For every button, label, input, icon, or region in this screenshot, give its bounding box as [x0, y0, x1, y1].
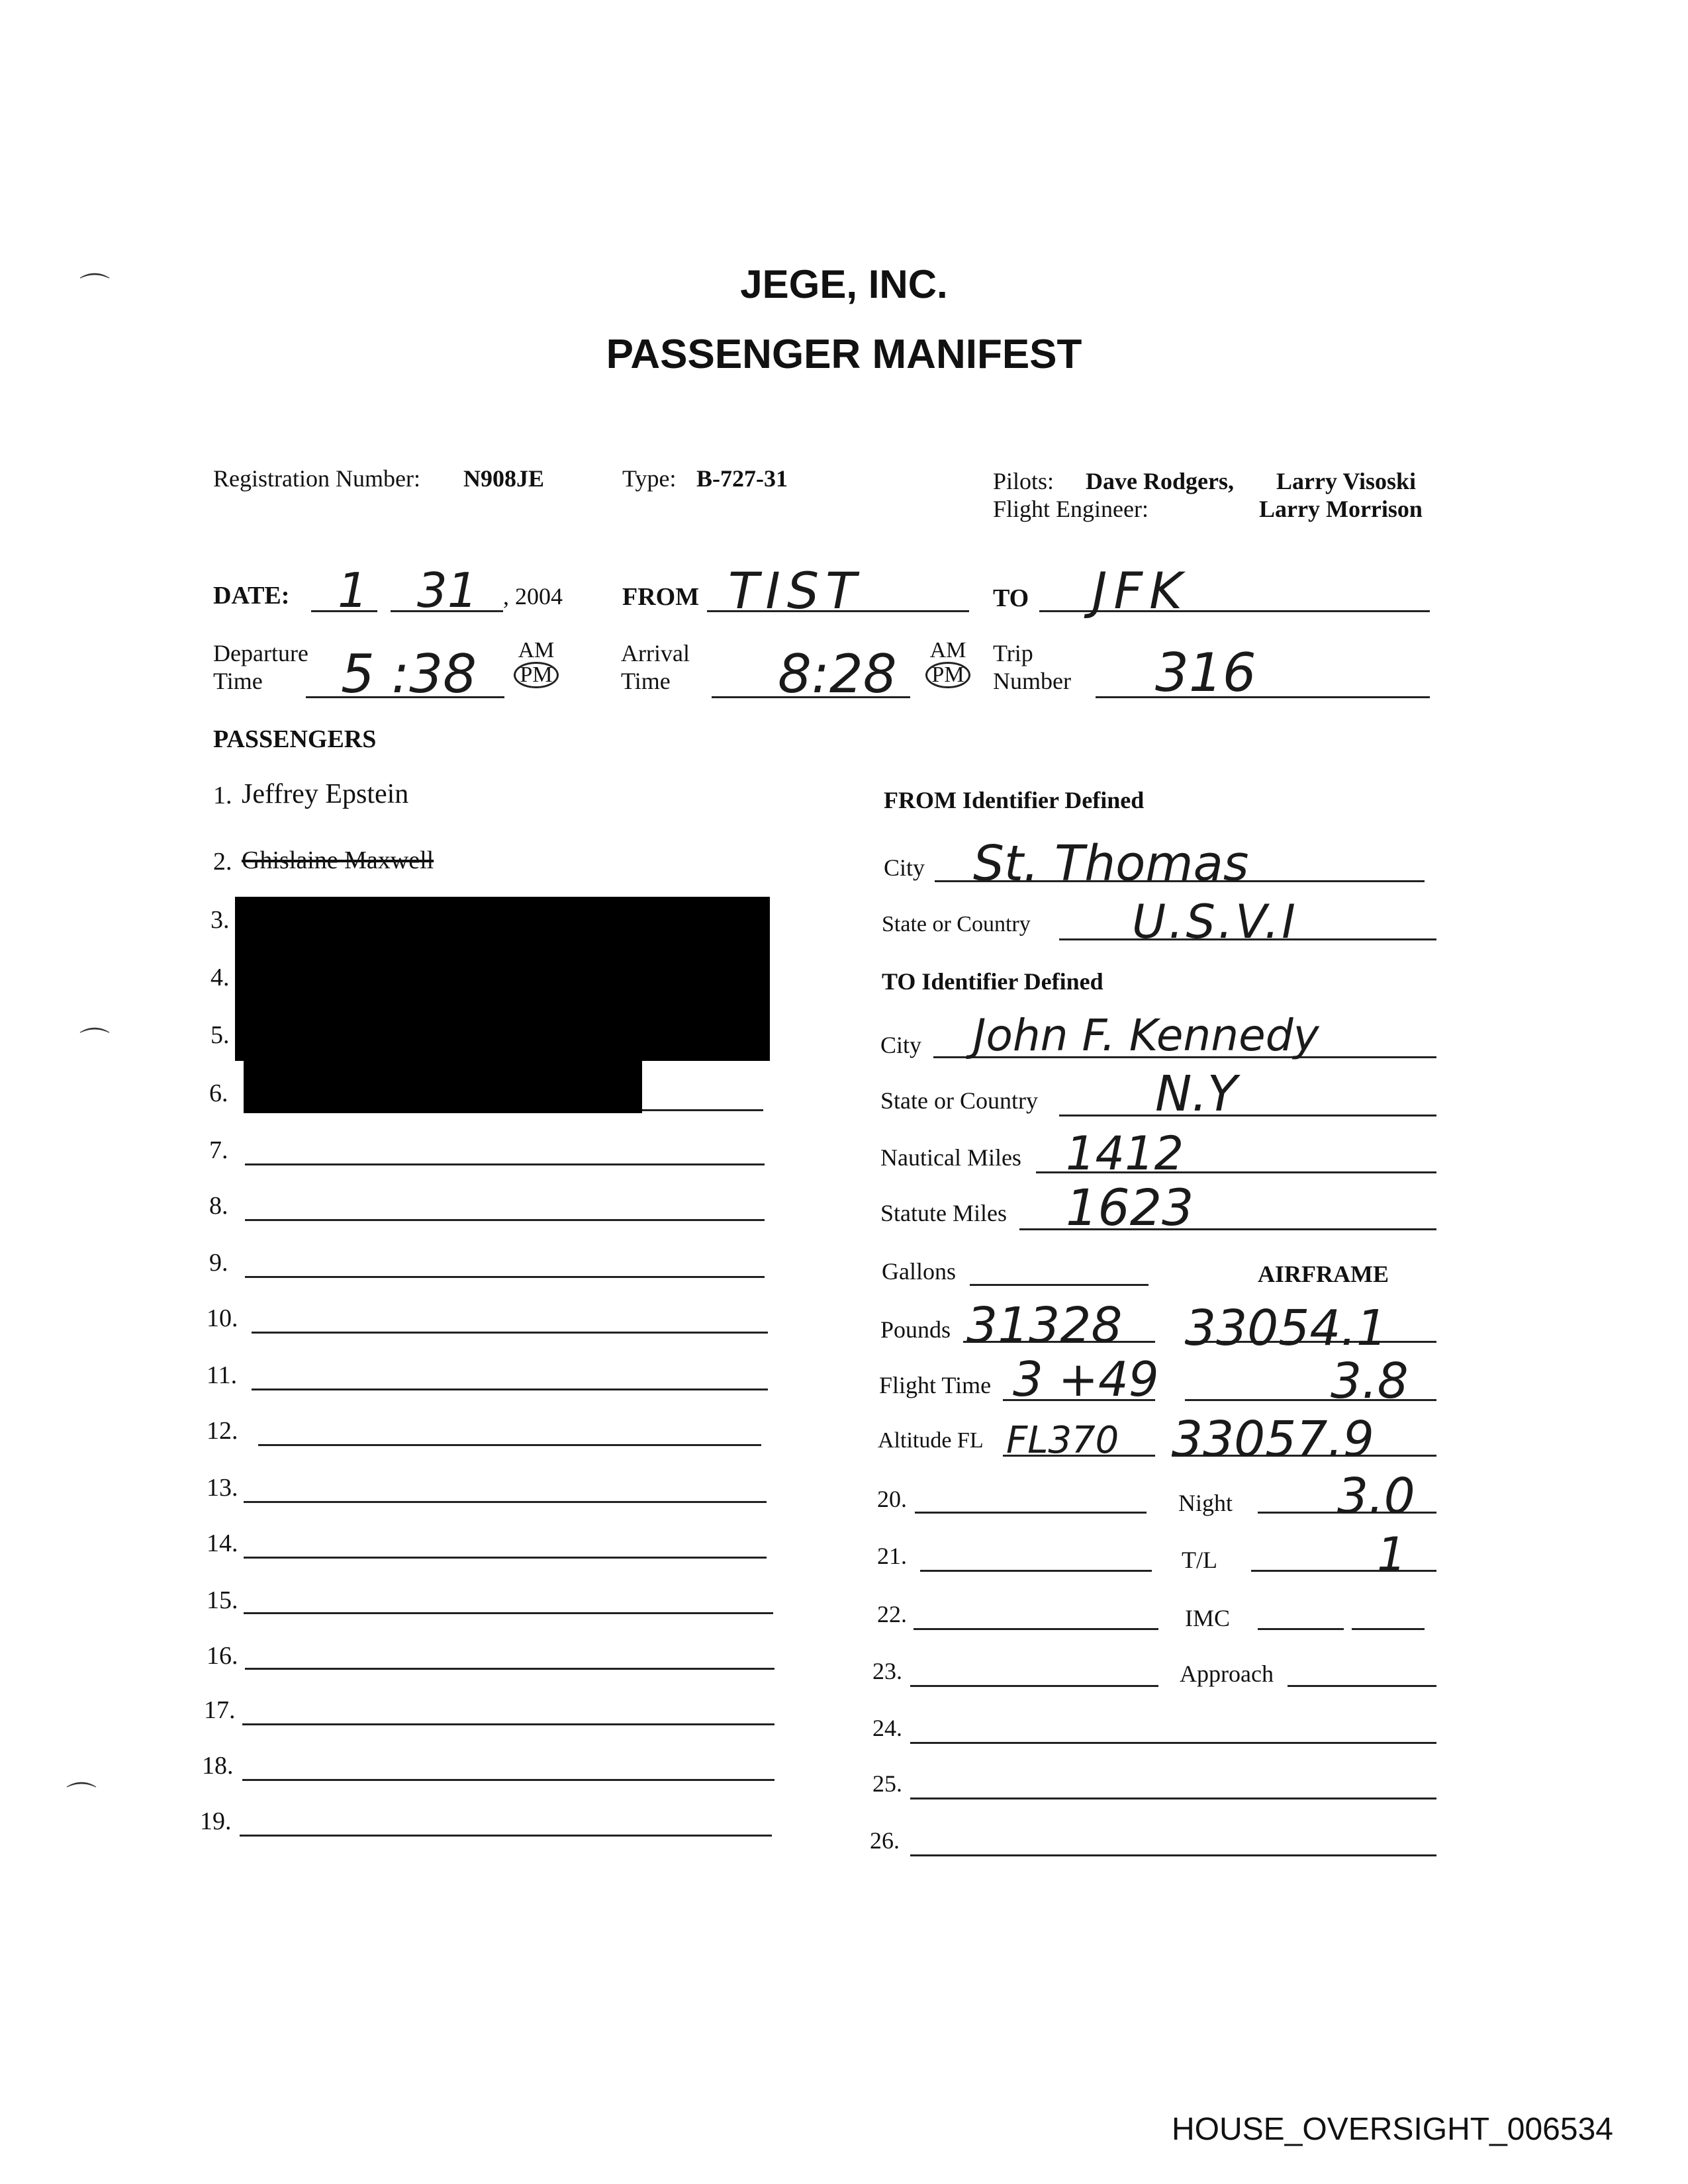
company-name: JEGE, INC.: [740, 262, 948, 306]
row-number: 25.: [872, 1770, 902, 1797]
bates-number: HOUSE_OVERSIGHT_006534: [1172, 2112, 1613, 2147]
passenger-row-number: 11.: [207, 1361, 238, 1389]
passenger-row-number: 14.: [207, 1529, 238, 1557]
from-state: U.S.V.I: [1132, 895, 1298, 949]
passenger-line: [258, 1444, 761, 1446]
date-year: , 2004: [503, 583, 563, 610]
row-number: 22.: [877, 1601, 907, 1627]
to-value: JFK: [1092, 561, 1189, 620]
passenger-line: [240, 1835, 772, 1837]
departure-ampm: AM PM: [510, 639, 563, 688]
passenger-line: [245, 1163, 765, 1165]
pilot-1: Dave Rodgers,: [1086, 468, 1234, 494]
redaction-bar: [244, 1060, 642, 1113]
departure-label: Departure Time: [213, 640, 308, 694]
pounds-label: Pounds: [880, 1316, 951, 1343]
to-identifier-heading: TO Identifier Defined: [882, 968, 1103, 995]
page-title: PASSENGER MANIFEST: [606, 332, 1082, 377]
trip-line: [1096, 696, 1430, 698]
from-value: TIST: [728, 561, 863, 620]
passenger-row-number: 4.: [211, 964, 230, 991]
row-line: [914, 1628, 1158, 1630]
night-value: 3.0: [1337, 1468, 1415, 1525]
flight-time: 3 +49: [1013, 1351, 1159, 1407]
pilot-2: Larry Visoski: [1276, 468, 1417, 494]
approach-line: [1288, 1685, 1436, 1687]
passenger-row-number: 15.: [207, 1586, 238, 1614]
passenger-name-struck: Ghislaine Maxwell: [242, 846, 434, 874]
imc-label: IMC: [1185, 1605, 1231, 1631]
row-line: [910, 1685, 1158, 1687]
pm-circled: PM: [925, 662, 970, 688]
passengers-heading: PASSENGERS: [213, 725, 377, 753]
pounds-value: 31328: [966, 1297, 1123, 1354]
passenger-row-number: 13.: [207, 1474, 238, 1502]
date-month: 1: [338, 563, 368, 618]
to-state-line: [1059, 1115, 1436, 1116]
flight-engineer: Larry Morrison: [1259, 496, 1423, 522]
passenger-line: [245, 1668, 774, 1670]
passenger-line: [242, 1779, 774, 1781]
from-label: FROM: [622, 583, 700, 611]
flight-time-label: Flight Time: [879, 1372, 992, 1398]
passenger-row-number: 12.: [207, 1417, 238, 1445]
altitude-airframe: 33057.9: [1172, 1411, 1375, 1468]
nautical-miles-label: Nautical Miles: [880, 1144, 1021, 1171]
row-number: 23.: [872, 1658, 902, 1684]
date-day: 31: [417, 563, 478, 618]
margin-mark: ⌒: [79, 1025, 110, 1061]
passenger-row-number: 16.: [207, 1642, 238, 1670]
row-line: [910, 1797, 1436, 1799]
gallons-label: Gallons: [882, 1258, 956, 1285]
to-label: TO: [993, 584, 1029, 612]
pounds-airframe: 33054.1: [1185, 1300, 1388, 1357]
imc-line-1: [1258, 1628, 1344, 1630]
statute-miles: 1623: [1066, 1178, 1194, 1237]
passenger-line: [245, 1276, 765, 1278]
passenger-line: [242, 1723, 774, 1725]
tl-line: [1251, 1570, 1436, 1572]
date-label: DATE:: [213, 582, 290, 610]
passenger-line: [244, 1612, 773, 1614]
registration-label: Registration Number:: [213, 465, 420, 492]
redaction-bar: [235, 897, 770, 1061]
altitude-value: FL370: [1006, 1419, 1119, 1462]
approach-label: Approach: [1180, 1661, 1274, 1687]
row-number: 24.: [872, 1715, 902, 1741]
passenger-row-number: 3.: [211, 906, 230, 934]
passenger-row-number: 6.: [209, 1079, 228, 1107]
type-label: Type:: [622, 465, 677, 492]
tl-value: 1: [1377, 1527, 1407, 1582]
trip-label: Trip Number: [993, 640, 1071, 694]
passenger-row-number: 18.: [202, 1752, 234, 1780]
type-value: B-727-31: [696, 465, 788, 492]
row-line: [915, 1512, 1147, 1514]
passenger-row-number: 1.: [213, 782, 232, 809]
to-state: N.Y: [1155, 1066, 1238, 1122]
statute-miles-label: Statute Miles: [880, 1200, 1007, 1226]
from-city: St. Thomas: [973, 835, 1249, 892]
trip-number: 316: [1155, 642, 1256, 704]
arrival-time: 8:28: [778, 643, 897, 705]
pm-circled: PM: [514, 662, 558, 688]
passenger-line: [252, 1388, 768, 1390]
airframe-heading: AIRFRAME: [1258, 1261, 1389, 1287]
from-state-label: State or Country: [882, 912, 1031, 936]
passenger-row-number: 2.: [213, 848, 232, 876]
passenger-row-number: 5.: [211, 1021, 230, 1049]
flight-time-airframe: 3.8: [1331, 1353, 1409, 1410]
passenger-row-number: 9.: [209, 1249, 228, 1277]
passenger-row-number: 8.: [209, 1192, 228, 1220]
to-city-label: City: [880, 1032, 922, 1058]
passenger-line: [244, 1501, 767, 1503]
margin-mark: ⌒: [79, 271, 110, 306]
arrival-label: Arrival Time: [621, 640, 690, 694]
arrival-ampm: AM PM: [921, 639, 974, 688]
to-city: John F. Kennedy: [973, 1010, 1319, 1061]
pilots-label: Pilots:: [993, 468, 1055, 494]
passenger-line: [245, 1219, 765, 1221]
tl-label: T/L: [1182, 1547, 1217, 1573]
row-line: [920, 1570, 1152, 1572]
gallons-line: [970, 1284, 1149, 1286]
from-city-label: City: [884, 854, 925, 881]
passenger-row-number: 19.: [200, 1807, 232, 1835]
imc-line-2: [1352, 1628, 1425, 1630]
row-line: [910, 1742, 1436, 1744]
passenger-row-number: 10.: [207, 1304, 238, 1332]
nautical-miles: 1412: [1066, 1126, 1184, 1181]
from-identifier-heading: FROM Identifier Defined: [884, 787, 1145, 813]
row-number: 21.: [877, 1543, 907, 1569]
row-number: 20.: [877, 1486, 907, 1512]
passenger-row-number: 17.: [204, 1696, 236, 1724]
altitude-label: Altitude FL: [878, 1428, 984, 1453]
departure-time: 5 :38: [341, 643, 477, 705]
passenger-line: [252, 1332, 768, 1334]
margin-mark: ⌒: [66, 1780, 97, 1815]
row-number: 26.: [870, 1827, 900, 1854]
flight-engineer-label: Flight Engineer:: [993, 496, 1149, 522]
passenger-line: [244, 1557, 767, 1559]
registration-value: N908JE: [463, 465, 545, 492]
passenger-name: Jeffrey Epstein: [242, 779, 409, 809]
row-line: [910, 1854, 1436, 1856]
passenger-row-number: 7.: [209, 1136, 228, 1164]
night-label: Night: [1178, 1490, 1233, 1516]
to-state-label: State or Country: [880, 1087, 1038, 1114]
